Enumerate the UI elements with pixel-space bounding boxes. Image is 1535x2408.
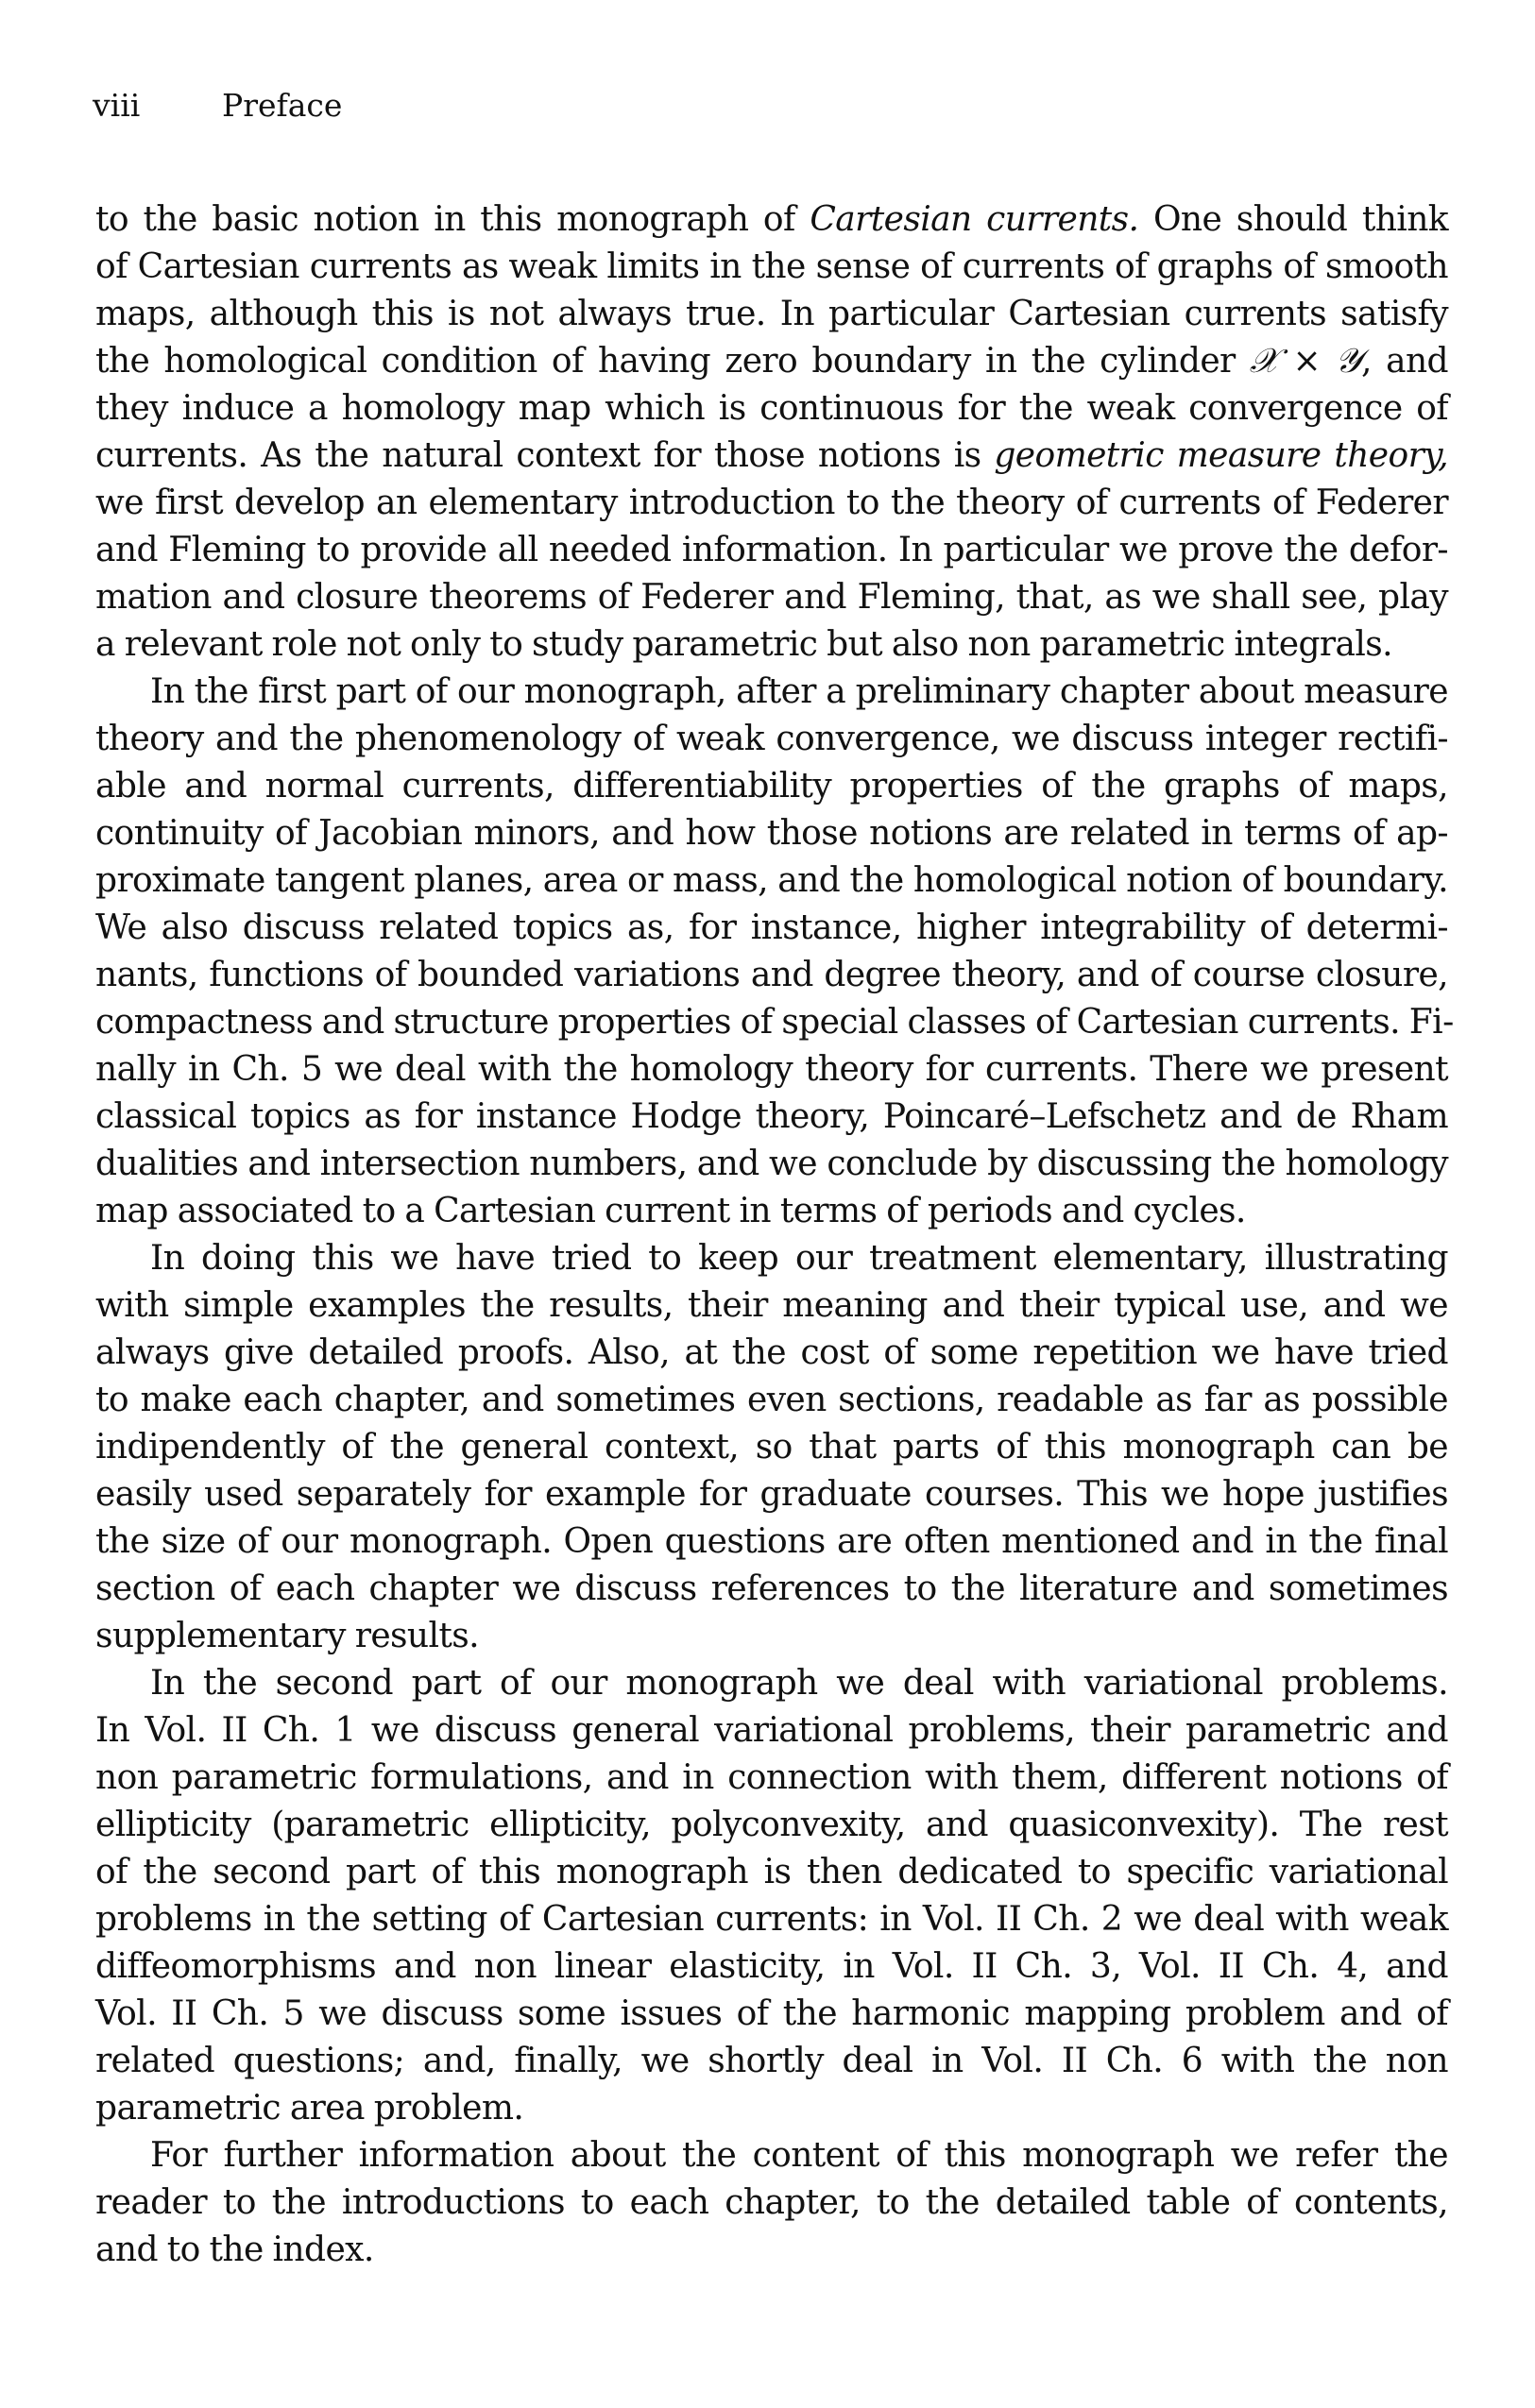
text-line bbox=[95, 1141, 1448, 1188]
text-segment: Vol. II Ch. 5 we discuss some issues of the harmonic mapping problem and of bbox=[95, 1994, 1448, 2033]
text-line bbox=[95, 1943, 1448, 1991]
text-line bbox=[95, 291, 1448, 338]
text-segment: parametric area problem. bbox=[95, 2089, 524, 2128]
text-line bbox=[95, 1518, 1448, 1566]
text-line bbox=[95, 574, 1448, 621]
text-segment: diffeomorphisms and non linear elasticity, in Vol. II Ch. 3, Vol. II Ch. 4, and bbox=[95, 1947, 1448, 1986]
body-text bbox=[95, 196, 1454, 2274]
page-number: viii bbox=[93, 87, 141, 124]
text-segment: In Vol. II Ch. 1 we discuss general variational problems, their parametric and bbox=[95, 1711, 1448, 1750]
text-segment: indipendently of the general context, so that parts of this monograph can be bbox=[95, 1428, 1448, 1467]
text-line bbox=[95, 480, 1448, 527]
text-segment: maps, although this is not always true. In particular Cartesian currents satisfy bbox=[95, 295, 1448, 333]
text-segment: reader to the introductions to each chapter, to the detailed table of contents, bbox=[95, 2183, 1448, 2222]
emphasis-text: 𝒳 × 𝒴 bbox=[1249, 342, 1361, 381]
text-segment: nants, functions of bounded variations and degree theory, and of course closure, bbox=[95, 956, 1448, 994]
text-segment: map associated to a Cartesian current in terms of periods and cycles. bbox=[95, 1192, 1246, 1230]
text-segment: able and normal currents, differentiability properties of the graphs of maps, bbox=[95, 767, 1448, 805]
text-segment: In the first part of our monograph, after a preliminary chapter about measure bbox=[150, 672, 1448, 711]
text-segment: dualities and intersection numbers, and we conclude by discussing the homology bbox=[95, 1145, 1448, 1183]
text-line bbox=[95, 1755, 1448, 1802]
text-line bbox=[95, 1707, 1448, 1755]
text-line bbox=[95, 716, 1448, 763]
paragraph bbox=[95, 196, 1448, 669]
paragraph bbox=[95, 2132, 1448, 2274]
text-line bbox=[95, 1471, 1448, 1518]
text-line bbox=[95, 1566, 1448, 1613]
text-segment: , and bbox=[1360, 342, 1448, 381]
text-segment: classical topics as for instance Hodge theory, Poincaré–Lefschetz and de Rham bbox=[95, 1097, 1448, 1136]
paragraph bbox=[95, 1235, 1448, 1660]
text-line bbox=[95, 763, 1448, 810]
text-segment: mation and closure theorems of Federer and Fleming, that, as we shall see, play bbox=[95, 578, 1448, 617]
text-line bbox=[95, 999, 1454, 1046]
running-title: Preface bbox=[222, 87, 343, 124]
text-segment: the size of our monograph. Open questions are often mentioned and in the final bbox=[95, 1522, 1448, 1561]
text-segment: a relevant role not only to study parametric but also non parametric integrals. bbox=[95, 625, 1392, 664]
text-line bbox=[95, 1188, 1448, 1235]
paragraph bbox=[95, 1660, 1448, 2132]
text-line bbox=[95, 527, 1448, 574]
text-segment: In the second part of our monograph we deal with variational problems. bbox=[150, 1664, 1448, 1703]
text-segment: nally in Ch. 5 we deal with the homology theory for currents. There we present bbox=[95, 1050, 1448, 1089]
text-segment: and Fleming to provide all needed information. In particular we prove the defor- bbox=[95, 531, 1448, 569]
text-segment: to make each chapter, and sometimes even sections, readable as far as possible bbox=[95, 1381, 1448, 1419]
running-head bbox=[93, 87, 342, 125]
text-line bbox=[95, 1896, 1448, 1943]
text-segment: to the basic notion in this monograph of bbox=[95, 200, 810, 239]
text-line bbox=[95, 338, 1448, 385]
text-segment: ellipticity (parametric ellipticity, polyconvexity, and quasiconvexity). The rest bbox=[95, 1806, 1448, 1844]
text-line bbox=[95, 1377, 1448, 1424]
text-segment: problems in the setting of Cartesian currents: in Vol. II Ch. 2 we deal with weak bbox=[95, 1900, 1448, 1939]
emphasis-text: geometric measure theory, bbox=[994, 436, 1448, 475]
text-line bbox=[95, 905, 1448, 952]
text-line bbox=[95, 385, 1448, 432]
text-line bbox=[95, 1424, 1448, 1471]
text-segment: continuity of Jacobian minors, and how those notions are related in terms of ap- bbox=[95, 814, 1448, 853]
text-line bbox=[95, 2179, 1448, 2227]
text-segment: related questions; and, finally, we shortly deal in Vol. II Ch. 6 with the non bbox=[95, 2042, 1448, 2080]
text-segment: proximate tangent planes, area or mass, and the homological notion of boundary. bbox=[95, 861, 1448, 900]
text-line bbox=[95, 1849, 1448, 1896]
text-line bbox=[95, 244, 1448, 291]
text-segment: with simple examples the results, their meaning and their typical use, and we bbox=[95, 1286, 1448, 1325]
paragraph bbox=[95, 669, 1454, 1235]
text-segment: of Cartesian currents as weak limits in the sense of currents of graphs of smooth bbox=[95, 247, 1448, 286]
text-segment: For further information about the content of this monograph we refer the bbox=[150, 2136, 1448, 2175]
text-line bbox=[95, 857, 1448, 905]
text-line bbox=[95, 810, 1448, 857]
text-line bbox=[95, 1330, 1448, 1377]
text-segment: theory and the phenomenology of weak convergence, we discuss integer rectifi- bbox=[95, 720, 1448, 758]
emphasis-text: Cartesian currents. bbox=[810, 200, 1139, 239]
text-line bbox=[95, 1802, 1448, 1849]
text-line bbox=[95, 952, 1448, 999]
text-line bbox=[95, 2132, 1448, 2179]
text-segment: we first develop an elementary introduction to the theory of currents of Federer bbox=[95, 483, 1448, 522]
text-segment: non parametric formulations, and in connection with them, different notions of bbox=[95, 1758, 1448, 1797]
text-line bbox=[95, 1991, 1448, 2038]
text-segment: section of each chapter we discuss references to the literature and sometimes bbox=[95, 1569, 1448, 1608]
text-line bbox=[95, 1094, 1448, 1141]
text-segment: compactness and structure properties of special classes of Cartesian currents. Fi- bbox=[95, 1003, 1454, 1042]
text-segment: always give detailed proofs. Also, at the cost of some repetition we have tried bbox=[95, 1333, 1448, 1372]
text-line bbox=[95, 1282, 1448, 1330]
text-line bbox=[95, 432, 1448, 480]
text-line bbox=[95, 621, 1448, 669]
text-line bbox=[95, 669, 1448, 716]
text-segment: In doing this we have tried to keep our treatment elementary, illustrating bbox=[150, 1239, 1448, 1278]
text-line bbox=[95, 1046, 1448, 1094]
text-segment: supplementary results. bbox=[95, 1617, 479, 1655]
text-segment: of the second part of this monograph is then dedicated to specific variational bbox=[95, 1853, 1448, 1891]
text-line bbox=[95, 196, 1448, 244]
text-line bbox=[95, 1660, 1448, 1707]
text-segment: currents. As the natural context for those notions is bbox=[95, 436, 995, 475]
text-segment: We also discuss related topics as, for instance, higher integrability of determi- bbox=[95, 908, 1448, 947]
text-line bbox=[95, 2227, 1448, 2274]
text-line bbox=[95, 1613, 1448, 1660]
text-segment: the homological condition of having zero boundary in the cylinder bbox=[95, 342, 1250, 381]
text-line bbox=[95, 1235, 1448, 1282]
text-segment: One should think bbox=[1138, 200, 1449, 239]
text-line bbox=[95, 2085, 1448, 2132]
text-segment: and to the index. bbox=[95, 2230, 374, 2269]
text-segment: they induce a homology map which is continuous for the weak convergence of bbox=[95, 389, 1448, 428]
text-line bbox=[95, 2038, 1448, 2085]
text-segment: easily used separately for example for graduate courses. This we hope justifies bbox=[95, 1475, 1448, 1514]
